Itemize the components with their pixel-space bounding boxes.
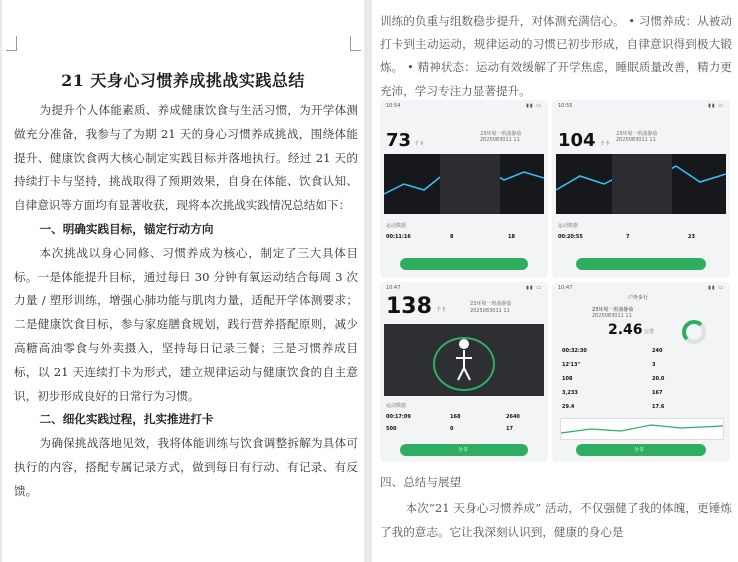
stat-extra-1: 500 <box>386 426 397 432</box>
calories-unit: 千卡 <box>600 141 611 147</box>
section2-paragraph: 为确保挑战落地见效，我将体能训练与饮食调整拆解为具体可执行的内容，搭配专属记录方式，做到每日有行动、有记录、有反馈。 <box>14 436 358 498</box>
calories-value: 104 <box>558 130 596 151</box>
status-time: 10:47 <box>558 285 573 291</box>
section1-heading: 一、明确实践目标，锚定行动方向 <box>39 221 214 236</box>
stat-row-2b: 3 <box>652 362 656 368</box>
section2-heading: 二、细化实践过程，扎实推进打卡 <box>39 412 214 427</box>
stat-sets: 23 <box>688 234 695 240</box>
stats-label: 运动数据 <box>386 223 407 229</box>
stat-row-4a: 3,233 <box>562 390 578 396</box>
section4-block <box>380 470 732 544</box>
stat-extra-3: 17 <box>506 426 513 432</box>
signal-battery-icon: ▮▮ ▭ <box>708 103 724 109</box>
calories-unit: 千卡 <box>414 141 425 147</box>
stat-row-1a: 00:32:30 <box>562 348 587 354</box>
course-label: 23环境一班曲静茹 <box>592 307 634 313</box>
pace-line <box>561 419 723 439</box>
jump-rope-illustration <box>384 324 544 396</box>
progress-ring <box>682 320 706 344</box>
share-button-label: 分享 <box>458 447 469 453</box>
signal-battery-icon: ▮▮ ▭ <box>526 103 542 109</box>
status-time: 10:54 <box>386 103 401 109</box>
calories-value: 73 <box>386 130 412 151</box>
document-title: 21 天身心习惯养成挑战实践总结 <box>61 71 305 90</box>
distance-unit: 公里 <box>644 329 655 335</box>
stat-count: 8 <box>450 234 454 240</box>
stat-row-3a: 108 <box>562 376 573 382</box>
stat-extra-2: 0 <box>450 426 454 432</box>
calories-value: 138 <box>386 294 432 319</box>
course-id: 2025083011 11 <box>470 308 510 314</box>
workout-screenshot-2 <box>552 100 730 278</box>
stat-row-1b: 240 <box>652 348 663 354</box>
stat-total: 2640 <box>506 414 520 420</box>
signal-battery-icon: ▮▮ ▭ <box>526 285 542 291</box>
distance-value: 2.46 <box>608 322 643 338</box>
stat-count: 7 <box>626 234 630 240</box>
signal-battery-icon: ▮▮ ▭ <box>708 285 724 291</box>
stats-label: 运动数据 <box>558 223 579 229</box>
stat-row-3b: 20.0 <box>652 376 665 382</box>
status-time: 10:55 <box>558 103 573 109</box>
course-label: 23环境一班曲静茹 <box>616 131 658 137</box>
section4-paragraph: 本次“21 天身心习惯养成” 活动，不仅强健了我的体魄，更锤炼了我的意志。它让我深刻认识到，健康的身心是 <box>380 501 732 539</box>
stat-duration: 00:17:09 <box>386 414 411 420</box>
stat-rate: 168 <box>450 414 461 420</box>
course-label: 23环境一班曲静茹 <box>480 131 522 137</box>
pace-chart <box>560 418 724 440</box>
share-button-label: 分享 <box>634 447 645 453</box>
document-body <box>14 99 358 504</box>
stat-sets: 18 <box>508 234 515 240</box>
workout-screenshot-1 <box>380 100 548 278</box>
course-id: 2025083011 11 <box>480 137 520 143</box>
stat-duration: 00:20:55 <box>558 234 583 240</box>
course-id: 2025083011 11 <box>592 313 632 319</box>
stat-duration: 00:11:16 <box>386 234 411 240</box>
right-document-page <box>372 0 738 562</box>
share-button-2[interactable] <box>576 258 706 270</box>
workout-photo <box>612 154 672 214</box>
course-label: 23环境一班曲静茹 <box>470 301 512 307</box>
status-time: 10:47 <box>386 285 401 291</box>
section4-heading: 四、总结与展望 <box>380 475 462 489</box>
continued-text: 训练的负重与组数稳步提升，对体测充满信心。 • 习惯养成：从被动打卡到主动运动，规律运动的习惯已初步形成，自律意识得到极大锻炼。 • 精神状态：运动有效缓解了开学焦虑，睡眠质量改善，精力更充沛，学习专注力显著提升。 <box>380 14 732 98</box>
section1-paragraph: 本次挑战以身心同修、习惯养成为核心，制定了三大具体目标。一是体能提升目标，通过每日 30 分钟有氧运动结合每周 3 次力量 / 塑形训练，增强心肺功能与肌肉力量，适配开学体测要求；二是健康饮食目标，参与家庭膳食规划，践行营养搭配原则，减少高糖高油零食与外卖摄入，坚持每日记录三餐；三是习惯养成目标，以 21 天连续打卡为形式，建立规律运动与健康饮食的自主意识，初步形成良好的日常行为习惯。 <box>14 245 358 403</box>
calories-unit: 千卡 <box>436 307 447 313</box>
stat-row-5a: 29.4 <box>562 404 575 410</box>
workout-photo <box>440 154 500 214</box>
workout-screenshot-3 <box>380 282 548 462</box>
left-document-page <box>2 0 364 562</box>
stat-row-5b: 17.6 <box>652 404 665 410</box>
crop-mark-top-left <box>6 36 17 51</box>
crop-mark-top-right <box>350 36 361 51</box>
activity-title: 户外步行 <box>628 295 649 301</box>
share-button-1[interactable] <box>400 258 528 270</box>
walking-screenshot <box>552 282 730 462</box>
course-id: 2025083011 11 <box>616 137 656 143</box>
stats-label: 运动数据 <box>386 403 407 409</box>
stat-row-2a: 12'13" <box>562 362 581 368</box>
jump-rope-icon <box>384 324 544 396</box>
stat-row-4b: 167 <box>652 390 663 396</box>
intro-paragraph: 为提升个人体能素质、养成健康饮食与生活习惯，为开学体测做充分准备，我参与了为期 21 天的身心习惯养成挑战，围绕体能提升、健康饮食两大核心制定实践目标并落地执行。经过 21 天的持续打卡与坚持，挑战取得了预期效果，自身在体能、饮食认知、自律意识等方面均有显著收获，现将本次挑战实践情况总结如下： <box>14 103 358 213</box>
